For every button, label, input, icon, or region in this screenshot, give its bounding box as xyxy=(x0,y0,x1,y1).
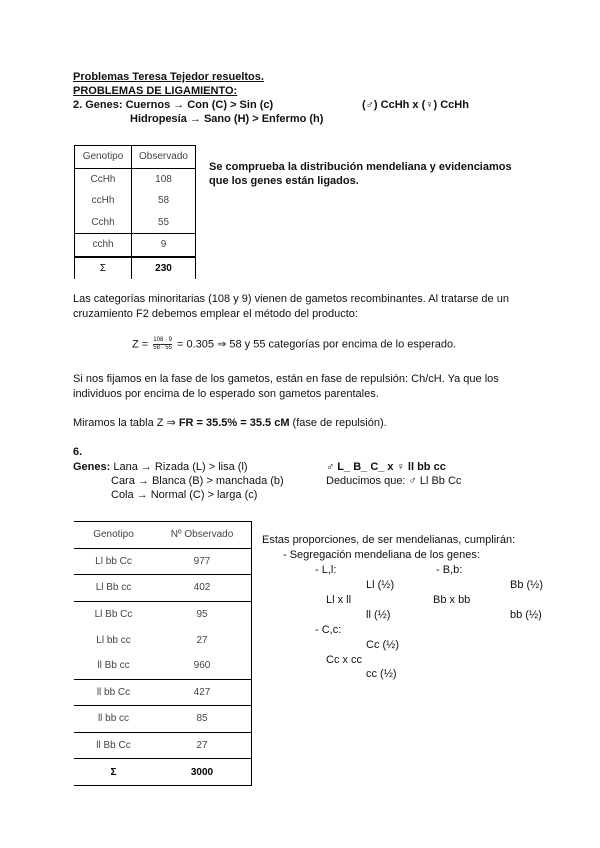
table-cell: cchh xyxy=(75,234,132,257)
b-cross: Bb x bb xyxy=(433,594,471,606)
table-cell: 960 xyxy=(153,653,252,679)
z-prefix: Z = xyxy=(132,338,149,351)
table-cell: Σ xyxy=(74,759,153,786)
doc-title: Problemas Teresa Tejedor resueltos. xyxy=(73,71,264,83)
table-header: Nº Observado xyxy=(153,522,252,549)
b-result1: Bb (½) xyxy=(510,579,544,591)
table-cell: Ll Bb Cc xyxy=(94,609,133,621)
z-numerator: 108 · 9 xyxy=(153,337,172,343)
p2-table xyxy=(74,145,196,279)
text: Miramos la tabla Z ⇒ xyxy=(73,417,179,429)
table-header: Observado xyxy=(132,146,196,169)
p2-note: Se comprueba la distribución mendeliana y evidenciamos xyxy=(209,161,512,173)
text: (fase de repulsión). xyxy=(289,417,387,429)
table-cell: ll bb cc xyxy=(74,706,153,733)
p6-table xyxy=(74,521,252,786)
table-cell: 27 xyxy=(153,732,252,759)
z-fraction xyxy=(153,337,172,352)
text: Lana → Rizada (L) > lisa (l) xyxy=(110,461,248,473)
p6-seg: - Segregación mendeliana de los genes: xyxy=(283,549,480,561)
table-cell: 85 xyxy=(153,706,252,733)
table-header: Genotipo xyxy=(74,522,153,549)
table-cell: Σ xyxy=(75,257,132,280)
p2-genes-line1: 2. Genes: Cuernos → Con (C) > Sin (c) xyxy=(73,99,274,111)
table-cell: Cchh xyxy=(75,212,132,234)
b-heading: - B,b: xyxy=(436,564,463,576)
section-heading: PROBLEMAS DE LIGAMIENTO: xyxy=(73,85,238,97)
l-result1: Ll (½) xyxy=(366,579,395,591)
p2-genes-line2: Hidropesía → Sano (H) > Enfermo (h) xyxy=(130,113,324,125)
table-cell: CcHh xyxy=(75,168,132,190)
z-formula xyxy=(132,337,456,352)
table-cell: Ll bb Cc xyxy=(74,548,153,575)
c-cross: Cc x cc xyxy=(326,654,363,666)
l-cross: Ll x ll xyxy=(326,594,352,606)
p6-cross: ♂ L_ B_ C_ x ♀ ll bb cc xyxy=(326,461,446,473)
table-cell: 427 xyxy=(153,679,252,706)
table-cell: 977 xyxy=(153,548,252,575)
p6-gene1 xyxy=(73,461,248,473)
p6-deduce: Deducimos que: ♂ Ll Bb Cc xyxy=(326,475,462,487)
b-result2: bb (½) xyxy=(510,609,542,621)
table-cell: Ll bb cc xyxy=(96,634,131,646)
p6-gene3: Cola → Normal (C) > larga (c) xyxy=(111,489,258,501)
p2-note2: que los genes están ligados. xyxy=(209,175,359,187)
genes-label: Genes: xyxy=(73,461,111,473)
c-result1: Cc (½) xyxy=(366,639,399,651)
table-cell: ll Bb Cc xyxy=(74,732,153,759)
table-cell: 55 xyxy=(132,212,196,234)
c-result2: cc (½) xyxy=(366,668,397,680)
p6-gene2: Cara → Blanca (B) > manchada (b) xyxy=(111,475,284,487)
table-header: Genotipo xyxy=(75,146,132,169)
c-heading: - C,c: xyxy=(315,624,342,636)
l-heading: - L,l: xyxy=(315,564,337,576)
table-cell: ll Bb cc xyxy=(74,653,153,679)
z-denominator: 58 · 55 xyxy=(153,345,172,351)
l-result2: ll (½) xyxy=(366,609,391,621)
p6-number: 6. xyxy=(73,446,83,458)
table-cell: 108 xyxy=(155,173,172,185)
table-cell: ccHh xyxy=(75,190,132,212)
table-cell: 9 xyxy=(160,239,167,251)
table-cell: 402 xyxy=(153,575,252,602)
fr-result: FR = 35.5% = 35.5 cM xyxy=(178,417,290,429)
table-cell: Ll Bb cc xyxy=(74,575,153,602)
table-cell: 3000 xyxy=(153,759,252,786)
table-cell: 27 xyxy=(196,634,208,646)
p2-para1b: cruzamiento F2 debemos emplear el método del producto: xyxy=(73,308,358,320)
table-cell: 95 xyxy=(196,609,208,621)
p2-para1a: Las categorías minoritarias (108 y 9) vienen de gametos recombinantes. Al tratarse de un xyxy=(73,293,509,305)
table-cell: ll bb Cc xyxy=(74,679,153,706)
z-suffix: = 0.305 ⇒ 58 y 55 categorías por encima de lo esperado. xyxy=(177,338,457,351)
table-cell: 230 xyxy=(132,257,196,280)
table-cell: 58 xyxy=(157,195,170,207)
p2-cross: (♂) CcHh x (♀) CcHh xyxy=(362,99,469,111)
p2-para3 xyxy=(73,416,387,429)
p6-intro: Estas proporciones, de ser mendelianas, cumplirán: xyxy=(262,534,516,546)
p2-para2a: Si nos fijamos en la fase de los gametos, están en fase de repulsión: Ch/cH. Ya que los xyxy=(73,373,499,385)
p2-para2b: individuos por encima de lo esperado son gametos parentales. xyxy=(73,388,379,400)
